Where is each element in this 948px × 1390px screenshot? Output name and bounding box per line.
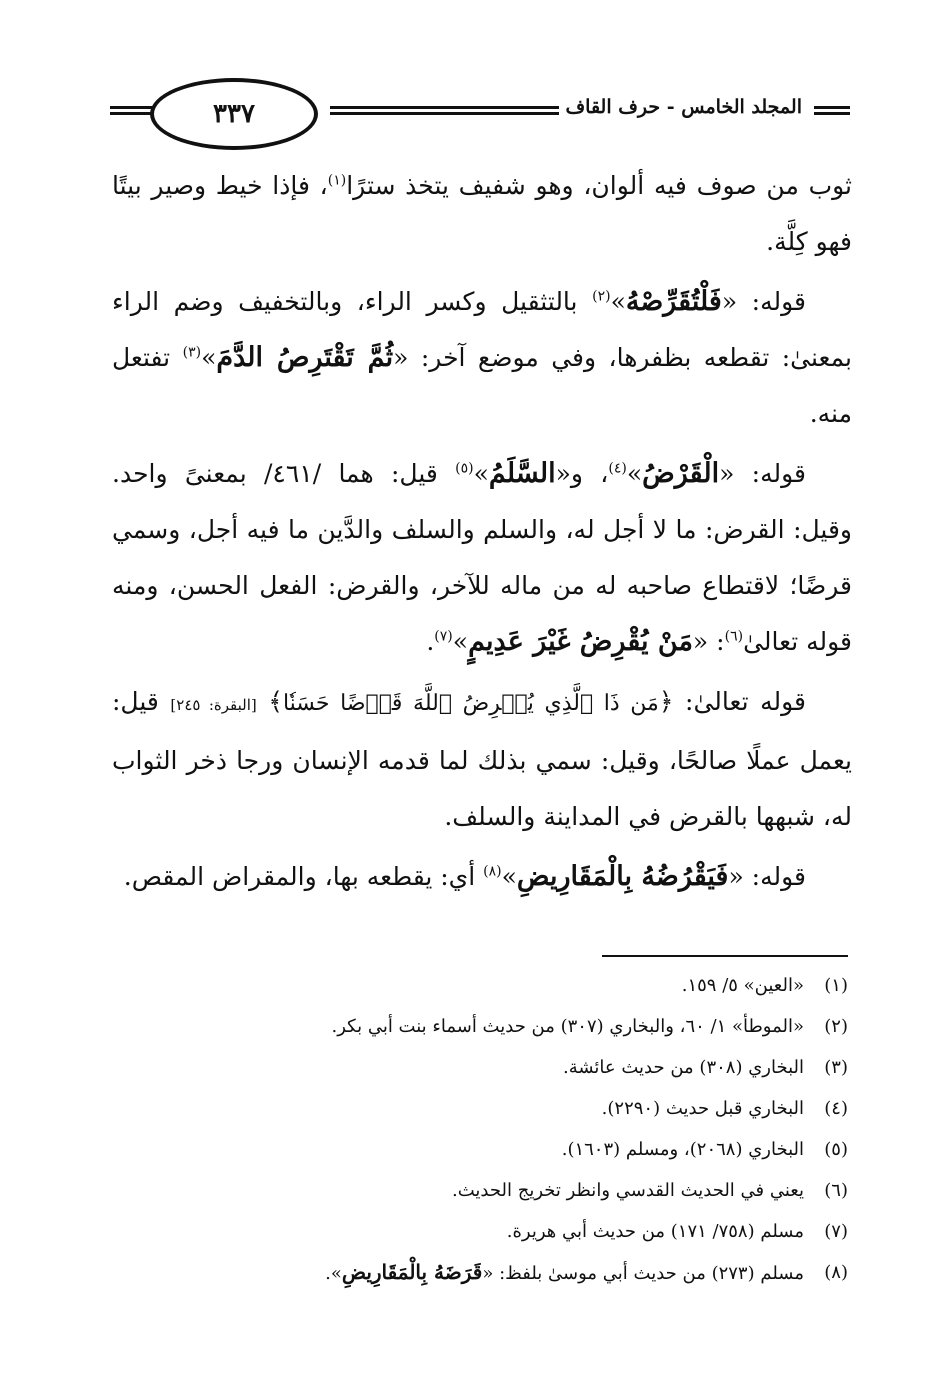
footnote-number: (٣)	[824, 1057, 848, 1078]
footnote	[208, 965, 848, 1006]
footnote	[208, 1088, 848, 1129]
footnote-ref[interactable]: (٣)	[182, 344, 202, 361]
paragraph-2: قوله: «فَلْتُقَرِّصْهُ»$^{(٢)}$ بالتثقيل وكسر الراء، وبالتخفيف وضم الراء بمعنىٰ: تقطعه بظفرها، وفي موضع آخر: «ثُمَّ تَقْتَرِصُ الدَّمَ»$^{(٣)}$ تفتعل منه.	[112, 286, 853, 428]
main-text	[112, 158, 852, 905]
paragraph-5: قوله: «فَيَقْرُضُهُ بِالْمَقَارِيضِ»$^{(٨)}$ أي: يقطعه بها، والمقراض المقص.	[123, 861, 806, 892]
paragraph-3: قوله: «الْقَرْضُ»$^{(٤)}$، و«السَّلَمُ»$^{(٥)}$ قيل: هما /٤٦١/ بمعنىً واحد. وقيل: القرض: ما لا أجل له، والسلم والسلف والدَّين ما فيه أجل، وسمي قرضًا؛ لاقتطاع صاحبه له من ماله للآخر، والقرض: الفعل الحسن، ومنه قوله تعالىٰ$^{(٦)}$: «مَنْ يُقْرِضُ غَيْرَ عَدِيمٍ»$^{(٧)}$.	[112, 458, 852, 657]
footnote-ref[interactable]: (٤)	[608, 460, 627, 477]
footnote-separator	[602, 955, 848, 957]
hadith-quote: السَّلَمُ	[488, 458, 556, 489]
footnote-number: (٧)	[824, 1221, 848, 1242]
footnote-ref[interactable]: (٨)	[483, 863, 502, 880]
footnote-number: (٥)	[824, 1139, 848, 1160]
paragraph-4: قوله تعالىٰ: ﴿مَن ذَا ٱلَّذِي يُقۡرِضُ ٱللَّهَ قَرۡضًا حَسَنٗا﴾ [البقرة: ٢٤٥] قيل: يعمل عملًا صالحًا، وقيل: سمي بذلك لما قدمه الإنسان ورجا ذخر الثواب له، شبهها بالقرض في المداينة والسلف.	[112, 687, 852, 831]
quran-verse: مَن ذَا ٱلَّذِي يُقۡرِضُ ٱللَّهَ قَرۡضًا حَسَنٗا	[282, 691, 659, 716]
hadith-quote: فَيَقْرُضُهُ بِالْمَقَارِيضِ	[516, 861, 729, 892]
footnote-text: البخاري (٣٠٨) من حديث عائشة.	[562, 1057, 804, 1078]
verse-reference: [البقرة: ٢٤٥]	[170, 696, 257, 714]
page-header	[110, 78, 850, 158]
footnote-number: (١)	[824, 975, 848, 996]
footnote-text: يعني في الحديث القدسي وانظر تخريج الحديث.	[452, 1180, 804, 1201]
footnote	[208, 1047, 848, 1088]
header-rule	[814, 112, 850, 115]
footnote-ref[interactable]: (٧)	[434, 628, 453, 645]
footnote	[208, 1170, 848, 1211]
footnote-number: (٨)	[824, 1262, 848, 1283]
header-rule	[330, 106, 590, 109]
footnote-text: «الموطأ» ١/ ٦٠، والبخاري (٣٠٧) من حديث أسماء بنت أبي بكر.	[331, 1016, 804, 1037]
footnote	[208, 1252, 848, 1294]
footnote	[208, 1006, 848, 1047]
paragraph-1: ثوب من صوف فيه ألوان، وهو شفيف يتخذ سترًا$^{(١)}$، فإذا خيط وصير بيتًا فهو كِلَّة.	[112, 171, 852, 256]
footnote-number: (٤)	[824, 1098, 848, 1119]
footnote	[208, 1211, 848, 1252]
hadith-quote: مَنْ يُقْرِضُ غَيْرَ عَدِيمٍ	[468, 626, 693, 657]
header-rule	[330, 112, 590, 115]
footnote-text: البخاري (٢٠٦٨)، ومسلم (١٦٠٣).	[561, 1139, 804, 1160]
footnote-text: مسلم (٧٥٨/ ١٧١) من حديث أبي هريرة.	[506, 1221, 804, 1242]
hadith-quote: ثُمَّ تَقْتَرِصُ الدَّمَ	[216, 342, 394, 373]
footnote-text: مسلم (٢٧٣) من حديث أبي موسىٰ بلفظ: «قَرَضَهُ بِالْمَقَارِيضِ».	[325, 1260, 804, 1284]
hadith-quote: الْقَرْضُ	[642, 458, 720, 489]
footnote-ref[interactable]: (٦)	[724, 628, 744, 645]
page-number: ٣٣٧	[150, 78, 318, 150]
hadith-quote: قَرَضَهُ بِالْمَقَارِيضِ	[341, 1260, 483, 1284]
footnote-text: البخاري قبل حديث (٢٢٩٠).	[601, 1098, 804, 1119]
footnote-ref[interactable]: (٢)	[592, 288, 611, 305]
footnote-ref[interactable]: (١)	[327, 172, 347, 189]
footnote-text: «العين» ٥/ ١٥٩.	[681, 975, 804, 996]
running-title: المجلد الخامس - حرف القاف	[559, 96, 808, 118]
footnote-number: (٦)	[824, 1180, 848, 1201]
footnotes	[208, 965, 848, 1294]
header-rule	[814, 106, 850, 109]
footnote-number: (٢)	[824, 1016, 848, 1037]
hadith-quote: فَلْتُقَرِّصْهُ	[625, 286, 722, 317]
footnote	[208, 1129, 848, 1170]
footnote-ref[interactable]: (٥)	[455, 460, 474, 477]
